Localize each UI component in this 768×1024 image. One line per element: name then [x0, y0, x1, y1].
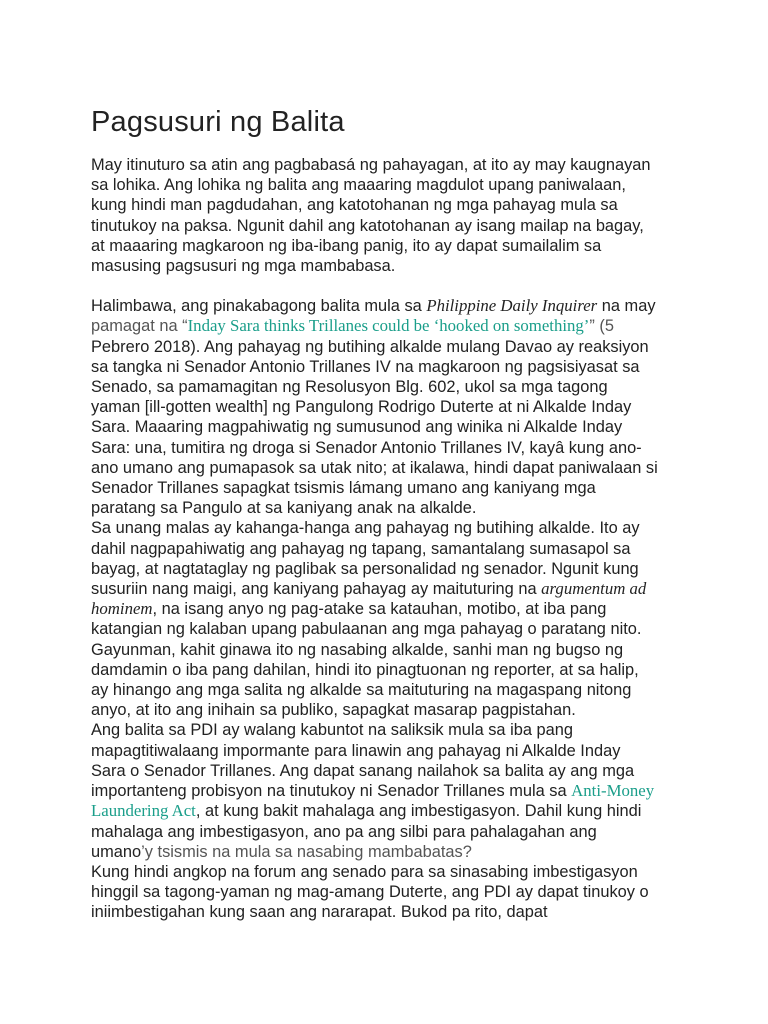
- text-run: umano: [91, 842, 142, 861]
- newspaper-name: Philippine Daily Inquirer: [426, 296, 598, 316]
- text-line: damdamin o iba pang dahilan, hindi ito pinagtuonan ng reporter, at sa halip,: [91, 660, 639, 679]
- text-line: dahil nagpapahiwatig ang pahayag ng tapang, samantalang sumasapol sa: [91, 539, 631, 558]
- paragraph-3: [91, 518, 691, 720]
- text-line: Ang balita sa PDI ay walang kabuntot na saliksik mula sa iba pang: [91, 721, 573, 740]
- text-line: sa lohika. Ang lohika ng balita ang maaaring magdulot upang paniwalaan,: [91, 176, 626, 195]
- text-line: tinutukoy na paksa. Ngunit dahil ang katotohanan ay isang mailap na bagay,: [91, 216, 644, 235]
- text-line: paratang sa Pangulo at sa kaniyang anak na alkalde.: [91, 499, 477, 518]
- text-line: [91, 296, 691, 316]
- text-line: iniimbestigahan kung saan ang nararapat. Bukod pa rito, dapat: [91, 903, 548, 922]
- law-link[interactable]: Anti-Money: [571, 781, 655, 801]
- text-line: Sara. Maaaring magpahiwatig ng sumusunod ang winika ni Alkalde Inday: [91, 418, 623, 437]
- text-run: na may: [597, 297, 656, 316]
- text-line: [91, 599, 691, 619]
- text-line: Gayunman, kahit ginawa ito ng nasabing alkalde, sanhi man ng bugso ng: [91, 640, 624, 659]
- text-line: mapagtitiwalaang impormante para linawin ang pahayag ni Alkalde Inday: [91, 741, 621, 760]
- text-run: , na isang anyo ng pag-atake sa katauhan, motibo, at iba pang: [152, 600, 607, 619]
- text-line: ay hinango ang mga salita ng alkalde sa maituturing na magaspang nitong: [91, 681, 632, 700]
- law-link[interactable]: Laundering Act: [91, 801, 196, 821]
- latin-term: argumentum ad: [541, 579, 647, 599]
- text-line: Senado, sa pamamagitan ng Resolusyon Blg. 602, ukol sa mga tagong: [91, 378, 608, 397]
- text-run: Halimbawa, ang pinakabagong balita mula sa: [91, 297, 427, 316]
- page-title: Pagsusuri ng Balita: [91, 106, 345, 138]
- text-line: Sara: una, tumitira ng droga si Senador Antonio Trillanes IV, kayâ kung ano-: [91, 438, 642, 457]
- text-line: katangian ng kalaban upang pabulaanan ang mga pahayag o paratang nito.: [91, 620, 642, 639]
- article-body: [91, 155, 691, 923]
- text-line: Sara o Senador Trillanes. Ang dapat sanang nailahok sa balita ay ang mga: [91, 761, 635, 780]
- text-line: sa tangka ni Senador Antonio Trillanes IV na magkaroon ng pagsisiyasat sa: [91, 357, 640, 376]
- paragraph-gap: [91, 276, 691, 296]
- paragraph-5: [91, 862, 691, 923]
- text-line: masusing pagsusuri ng mga mambabasa.: [91, 257, 396, 276]
- text-line: bayag, at nagtataglay ng paglibak sa personalidad ng senador. Ngunit kung: [91, 559, 639, 578]
- text-line: kung hindi man pagdudahan, ang katotohanan ng mga pahayag mula sa: [91, 196, 618, 215]
- text-line: hinggil sa tagong-yaman ng mag-amang Duterte, ang PDI ay dapat tinukoy o: [91, 883, 649, 902]
- paragraph-2: [91, 296, 691, 518]
- paragraph-4: [91, 720, 691, 861]
- text-run: ” (5: [589, 317, 614, 336]
- text-run: , at kung bakit mahalaga ang imbestigasyon. Dahil kung hindi: [195, 802, 642, 821]
- text-line: mahalaga ang imbestigasyon, ano pa ang silbi para pahalagahan ang: [91, 822, 597, 841]
- text-line: [91, 316, 691, 336]
- text-line: Kung hindi angkop na forum ang senado para sa sinasabing imbestigasyon: [91, 862, 638, 881]
- text-run: pamagat na “: [91, 317, 188, 336]
- text-line: Sa unang malas ay kahanga-hanga ang pahayag ng butihing alkalde. Ito ay: [91, 519, 640, 538]
- text-line: [91, 781, 691, 801]
- text-line: Pebrero 2018). Ang pahayag ng butihing alkalde mulang Davao ay reaksiyon: [91, 337, 649, 356]
- text-run: ’y tsismis na mula sa nasabing mambabatas?: [141, 842, 472, 861]
- latin-term: hominem: [91, 599, 153, 619]
- text-line: May itinuturo sa atin ang pagbabasá ng pahayagan, at ito ay may kaugnayan: [91, 156, 651, 174]
- text-line: [91, 579, 691, 599]
- article-title-link[interactable]: Inday Sara thinks Trillanes could be ‘hooked on something’: [187, 316, 590, 336]
- text-line: yaman [ill-gotten wealth] ng Pangulong Rodrigo Duterte at ni Alkalde Inday: [91, 398, 632, 417]
- text-run: importanteng probisyon na tinutukoy ni Senador Trillanes mula sa: [91, 782, 572, 801]
- text-line: [91, 842, 691, 862]
- text-line: at maaaring magkaroon ng iba-ibang panig, ito ay dapat sumailalim sa: [91, 236, 602, 255]
- text-line: ano umano ang pumapasok sa utak nito; at ikalawa, hindi dapat paniwalaan si: [91, 458, 658, 477]
- text-line: anyo, at ito ang inihain sa publiko, sapagkat masarap pagpistahan.: [91, 701, 576, 720]
- paragraph-1: [91, 155, 691, 276]
- text-line: Senador Trillanes sapagkat tsismis lámang umano ang kaniyang mga: [91, 479, 596, 498]
- text-run: susuriin nang maigi, ang kaniyang pahayag ay maituturing na: [91, 580, 542, 599]
- text-line: [91, 801, 691, 821]
